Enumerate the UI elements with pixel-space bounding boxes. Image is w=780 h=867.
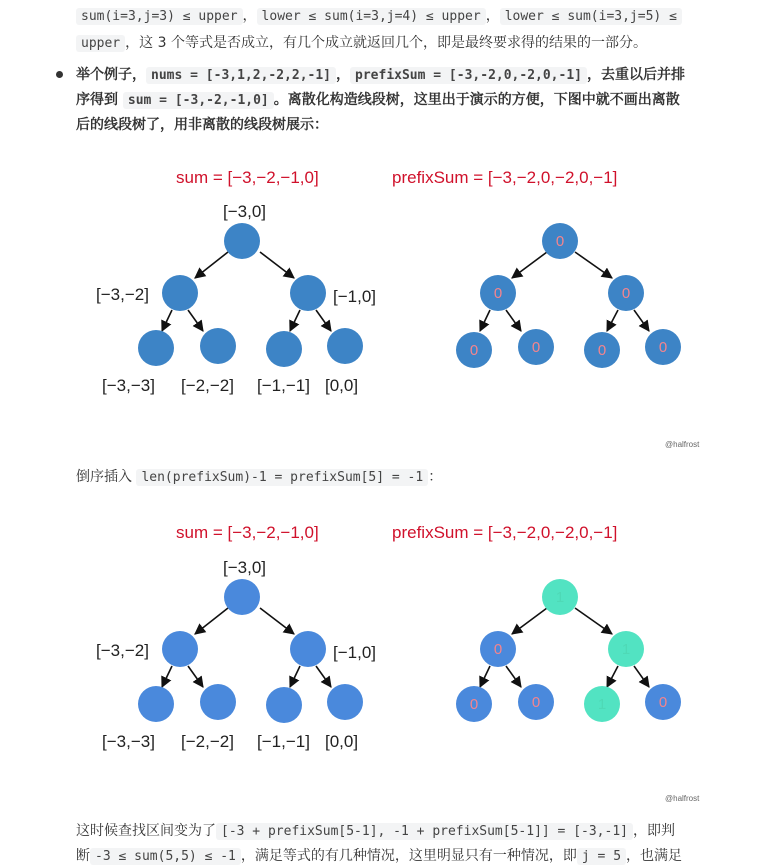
middle-line: 倒序插入 len(prefixSum)-1 = prefixSum[5] = -1 ： [76, 469, 443, 485]
bullet-line-3: 后的线段树了，用非离散的线段树展示： [76, 117, 328, 133]
tree-node [327, 684, 363, 720]
inline-code: sum(i=3,j=3) ≤ upper [76, 8, 243, 25]
inline-code: lower ≤ sum(i=3,j=4) ≤ upper [257, 8, 486, 25]
tree-node [138, 686, 174, 722]
bullet-line-1: 举个例子， nums = [-3,1,2,-2,2,-1] ， prefixSum = [-3,-2,0,-2,0,-1] ，去重以后并排 [76, 67, 685, 83]
node-count: 1 [555, 589, 565, 606]
right-tree-nodes [456, 223, 681, 368]
inline-code: j = 5 [577, 848, 626, 865]
node-count: 0 [555, 233, 565, 250]
range-label: [−1,−1] [257, 732, 310, 751]
range-label: [0,0] [325, 376, 359, 395]
inline-code: nums = [-3,1,2,-2,2,-1] [146, 67, 336, 84]
tree-node [224, 579, 260, 615]
node-count: 0 [469, 696, 479, 713]
tree-node [327, 328, 363, 364]
intro-line-2: upper ，这 3 个等式是否成立，有几个成立就返回几个，即是最终要求得的结果的一部分。 [76, 33, 647, 54]
inline-code: [-3 + prefixSum[5-1], -1 + prefixSum[5-1]] = [-3,-1] [216, 823, 633, 840]
node-count: 1 [621, 641, 631, 658]
left-tree-nodes [138, 579, 363, 723]
segment-tree-diagram-1 [0, 155, 780, 455]
right-tree-nodes [456, 579, 681, 722]
inline-code: upper [76, 35, 125, 52]
footer-line-2: 断 -3 ≤ sum(5,5) ≤ -1 ，满足等式的有几种情况，这里明显只有一种情况，即 j = 5 ，也满足 [76, 848, 683, 864]
node-count: 0 [469, 342, 479, 359]
range-label: [−2,−2] [181, 376, 234, 395]
range-label: [−2,−2] [181, 732, 234, 751]
segment-tree-diagram-2 [0, 510, 780, 810]
tree-node [138, 330, 174, 366]
prefixsum-label: prefixSum = [−3,−2,0,−2,0,−1] [392, 168, 618, 187]
range-label: [−3,0] [223, 202, 267, 221]
footer-line-1: 这时候查找区间变为了 [-3 + prefixSum[5-1], -1 + prefixSum[5-1]] = [-3,-1] ，即判 [76, 823, 675, 839]
prefixsum-label: prefixSum = [−3,−2,0,−2,0,−1] [392, 523, 618, 542]
tree-node [266, 687, 302, 723]
range-label: [−1,0] [333, 643, 377, 662]
watermark: @halfrost [665, 440, 700, 449]
tree-node [290, 275, 326, 311]
node-count: 0 [493, 641, 503, 658]
node-count: 0 [658, 339, 668, 356]
node-count: 0 [658, 694, 668, 711]
tree-node [200, 684, 236, 720]
left-tree-nodes [138, 223, 363, 367]
intro-line-1: sum(i=3,j=3) ≤ upper ， lower ≤ sum(i=3,j=4) ≤ upper ， lower ≤ sum(i=3,j=5) ≤ [76, 6, 682, 27]
inline-code: lower ≤ sum(i=3,j=5) ≤ [500, 8, 682, 25]
range-label: [−1,−1] [257, 376, 310, 395]
watermark: @halfrost [665, 794, 700, 803]
node-count: 0 [531, 694, 541, 711]
sum-label: sum = [−3,−2,−1,0] [176, 168, 319, 187]
range-label: [−3,−2] [96, 641, 149, 660]
range-label: [0,0] [325, 732, 359, 751]
inline-code: prefixSum = [-3,-2,0,-2,0,-1] [350, 67, 587, 84]
range-label: [−3,−2] [96, 285, 149, 304]
tree-node [266, 331, 302, 367]
tree-node [162, 631, 198, 667]
list-bullet [56, 71, 63, 78]
inline-code: len(prefixSum)-1 = prefixSum[5] = -1 [136, 469, 428, 486]
range-label: [−1,0] [333, 287, 377, 306]
inline-code: -3 ≤ sum(5,5) ≤ -1 [90, 848, 241, 865]
node-count: 1 [597, 696, 607, 713]
tree-node [290, 631, 326, 667]
tree-node [224, 223, 260, 259]
inline-code: sum = [-3,-2,-1,0] [123, 92, 274, 109]
bullet-line-2: 序得到 sum = [-3,-2,-1,0] 。离散化构造线段树，这里出于演示的方便，下图中就不画出离散 [76, 92, 680, 108]
range-label: [−3,0] [223, 558, 267, 577]
node-count: 0 [621, 285, 631, 302]
node-count: 0 [597, 342, 607, 359]
node-count: 0 [493, 285, 503, 302]
range-label: [−3,−3] [102, 732, 155, 751]
tree-node [200, 328, 236, 364]
node-count: 0 [531, 339, 541, 356]
tree-node [162, 275, 198, 311]
range-label: [−3,−3] [102, 376, 155, 395]
sum-label: sum = [−3,−2,−1,0] [176, 523, 319, 542]
